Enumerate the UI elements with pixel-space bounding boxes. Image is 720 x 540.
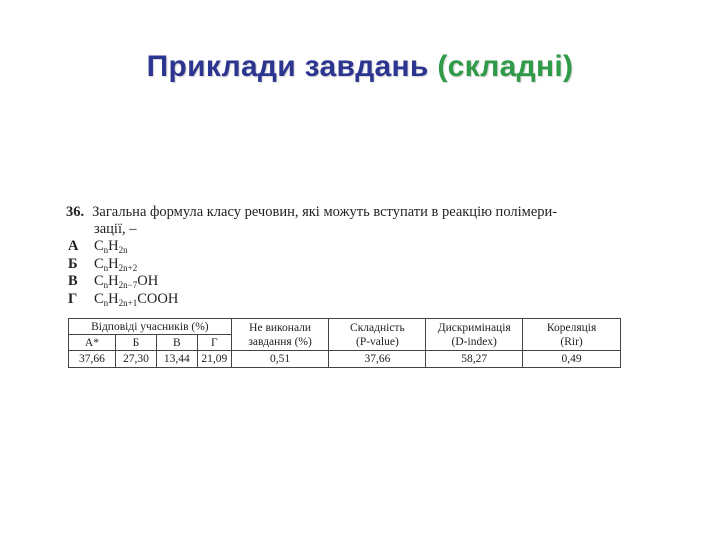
correlation-value: 0,49	[523, 351, 621, 368]
table-row	[69, 351, 621, 368]
option-letter: В	[68, 273, 78, 289]
answer-letter-v: В	[156, 335, 197, 351]
option-b	[66, 256, 626, 274]
title-main: Приклади завдань	[146, 50, 429, 83]
question-stem	[66, 204, 626, 238]
table-row	[69, 319, 621, 335]
option-formula: $C_nH_{2n+1}COOH$	[94, 290, 179, 308]
answer-value-g: 21,09	[197, 351, 231, 368]
option-c	[66, 273, 626, 291]
option-letter: А	[68, 238, 79, 254]
not-done-header: Не виконали завдання (%)	[231, 319, 329, 351]
option-a	[66, 238, 626, 256]
not-done-value: 0,51	[231, 351, 329, 368]
title-accent: (складні)	[437, 50, 574, 83]
option-d	[66, 291, 626, 309]
answer-value-b: 27,30	[115, 351, 156, 368]
option-letter: Б	[68, 255, 78, 272]
option-formula: $C_nH_{2n-7}OH$	[94, 273, 159, 290]
correlation-header: Кореляція (Rir)	[523, 319, 621, 351]
answer-value-a: 37,66	[69, 351, 116, 368]
answer-letter-a: А*	[69, 335, 116, 351]
option-formula: $C_nH_{2n+2}$	[94, 255, 138, 273]
question-number: 36.	[66, 204, 85, 220]
discrimination-header: Дискримінація (D-index)	[426, 319, 523, 351]
question-stem-line2: зації, –	[94, 221, 137, 237]
question-block	[66, 204, 626, 308]
answers-header: Відповіді учасників (%)	[69, 319, 232, 335]
statistics-table	[68, 318, 621, 368]
slide-title	[0, 50, 720, 84]
difficulty-header: Складність (P-value)	[329, 319, 426, 351]
option-letter: Г	[68, 290, 78, 307]
option-formula: $C_nH_{2n}$	[94, 238, 128, 255]
answer-letter-b: Б	[115, 335, 156, 351]
answer-letter-g: Г	[197, 335, 231, 351]
difficulty-value: 37,66	[329, 351, 426, 368]
answer-value-v: 13,44	[156, 351, 197, 368]
discrimination-value: 58,27	[426, 351, 523, 368]
question-stem-line1: Загальна формула класу речовин, які можуть вступати в реакцію полімери-	[92, 204, 558, 220]
